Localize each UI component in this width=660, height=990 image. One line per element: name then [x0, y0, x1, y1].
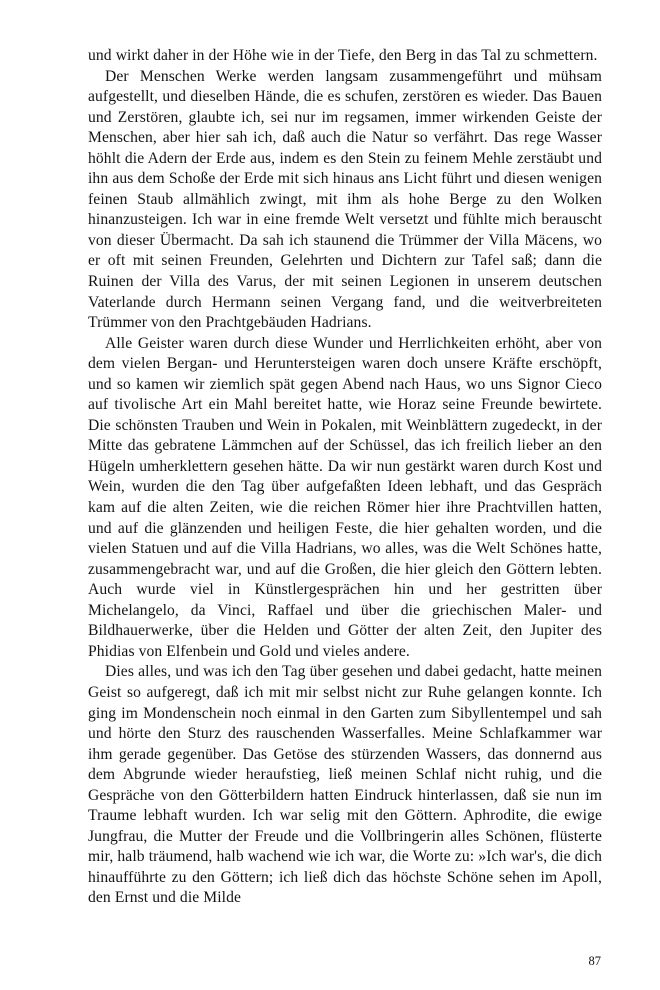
- paragraph: Der Menschen Werke werden langsam zusammengeführt und mühsam aufgestellt, und dieselben Hände, die es schufen, zerstören es wieder. Das Bauen und Zerstören, glaubte ich, sei nur im regsamen, immer wirkenden Geiste der Menschen, aber hier sah ich, daß auch die Natur so verfährt. Das rege Wasser höhlt die Adern der Erde aus, indem es den Stein zu feinem Mehle zerstäubt und ihn aus dem Schoße der Erde mit sich hinaus ans Licht führt und diesen wenigen feinen Staub allmählich zwingt, mit ihm als hohe Berge zu den Wolken hinanzusteigen. Ich war in eine fremde Welt versetzt und fühlte mich berauscht von dieser Übermacht. Da sah ich staunend die Trümmer der Villa Mäcens, wo er oft mit seinen Freunden, Gelehrten und Dichtern zur Tafel saß; dann die Ruinen der Villa des Varus, der mit seinen Legionen in unserem deutschen Vaterlande durch Hermann seinen Vergang fand, und die weitverbreiteten Trümmer von den Prachtgebäuden Hadrians.: [88, 67, 602, 332]
- page-number: 87: [588, 954, 601, 968]
- paragraph: Dies alles, und was ich den Tag über gesehen und dabei gedacht, hatte meinen Geist so aufgeregt, daß ich mit mir selbst nicht zur Ruhe gelangen konnte. Ich ging im Mondenschein noch einmal in den Garten zum Sibyllentempel und sah und hörte den Sturz des rauschenden Wasserfalles. Meine Schlafkammer war ihm gerade gegenüber. Das Getöse des stürzenden Wassers, das donnernd aus dem Abgrunde wieder heraufstieg, ließ meinen Schlaf nicht ruhig, und die Gespräche von den Götterbildern hatten Eindruck hinterlassen, daß sie nun im Traume lebhaft wurden. Ich war selig mit den Göttern. Aphrodite, die ewige Jungfrau, die Mutter der Freude und die Vollbringerin alles Schönen, flüsterte mir, halb träumend, halb wachend wie ich war, die Worte zu: »Ich war's, die dich hinaufführte zu den Göttern; ich ließ dich das höchste Schöne sehen im Apoll, den Ernst und die Milde: [88, 663, 602, 907]
- paragraph: und wirkt daher in der Höhe wie in der Tiefe, den Berg in das Tal zu schmettern.: [88, 47, 598, 64]
- paragraph: Alle Geister waren durch diese Wunder und Herrlichkeiten erhöht, aber von dem vielen Bergan- und Heruntersteigen waren doch unsere Kräfte erschöpft, und so kamen wir ziemlich spät gegen Abend nach Haus, wo uns Signor Cieco auf tivolische Art ein Mahl bereitet hatte, wie Horaz seine Freunde bewirtete. Die schönsten Trauben und Wein in Pokalen, mit Weinblättern zugedeckt, in der Mitte das gebratene Lämmchen auf der Schüssel, das ich freilich lieber an den Hügeln umherklettern gesehen hätte. Da wir nun gestärkt waren durch Kost und Wein, wurden die den Tag über aufgefaßten Ideen lebhaft, und das Gespräch kam auf die alten Zeiten, wie die reichen Römer hier ihre Prachtvillen hatten, und auf die glänzenden und heiligen Feste, die hier gehalten worden, und die vielen Statuen und auf die Villa Hadrians, wo alles, was die Welt Schönes hatte, zusammengebracht war, und auf die Großen, die hier gleich den Göttern lebten. Auch wurde viel in Künstlergesprächen hin und her gestritten über Michelangelo, da Vinci, Raffael und über die griechischen Maler- und Bildhauerwerke, über die Helden und Götter der alten Zeit, den Jupiter des Phidias von Elfenbein und Gold und vieles andere.: [88, 334, 602, 660]
- page-text: [88, 46, 602, 909]
